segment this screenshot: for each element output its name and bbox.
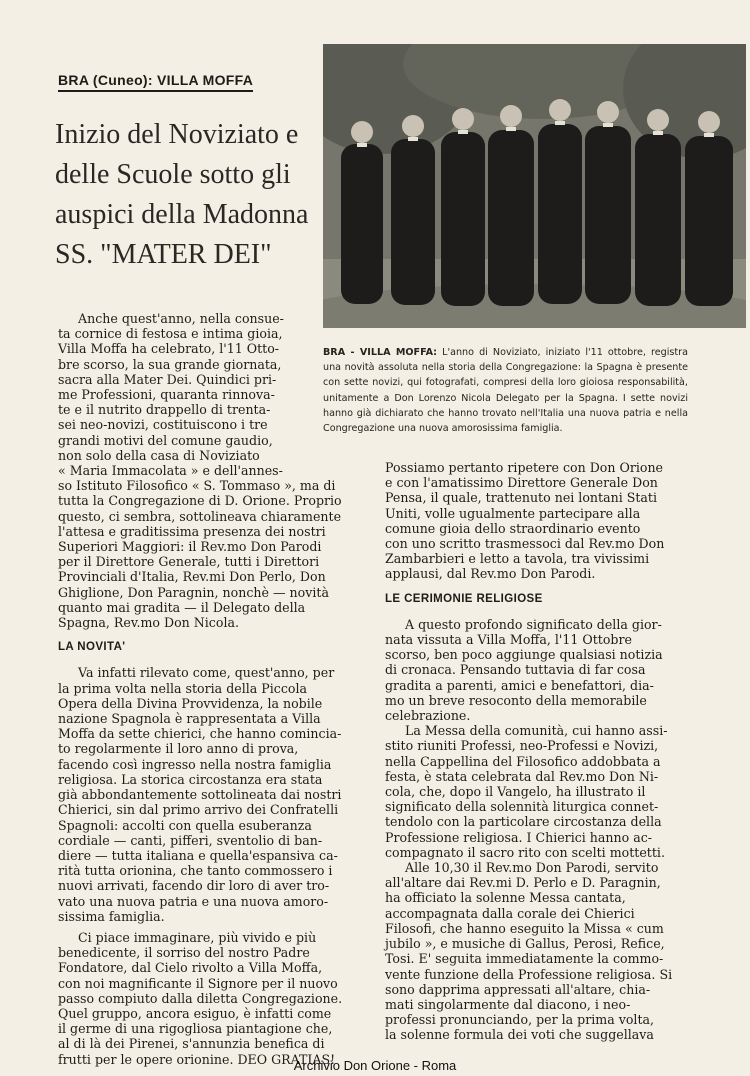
text-line: sono dapprima appressati all'altare, chia- <box>385 981 651 997</box>
text-line: jubilo », e musiche di Gallus, Perosi, Refice, <box>385 936 665 952</box>
text-line: la solenne formula dei voti che suggellava <box>385 1027 654 1043</box>
text-line: Alle 10,30 il Rev.mo Don Parodi, servito <box>405 860 659 876</box>
text-line: al di là dei Pirenei, s'annunzia benefica di <box>58 1036 325 1052</box>
text-line: bre scorso, la sua grande giornata, <box>58 356 282 372</box>
paragraph <box>385 460 715 582</box>
text-line: non solo della casa di Noviziato <box>58 447 260 463</box>
text-line: nazione Spagnola è rappresentata a Villa <box>58 711 321 727</box>
text-line: all'altare dai Rev.mi D. Perlo e D. Paragnin, <box>385 875 661 891</box>
headline-line: delle Scuole sotto gli <box>55 159 291 190</box>
text-line: di cronaca. Pensando tuttavia di far cosa <box>385 662 646 678</box>
archive-footer: Archivio Don Orione - Roma <box>293 1058 457 1073</box>
text-line: A questo profondo significato della gior- <box>405 616 662 632</box>
text-line: ta cornice di festosa e intima gioia, <box>58 326 283 342</box>
text-line: Ci piace immaginare, più vivido e più <box>78 929 317 945</box>
headline-line: Inizio del Noviziato e <box>55 119 299 150</box>
paragraph <box>385 617 715 723</box>
text-line: Provinciali d'Italia, Rev.mi Don Perlo, Don <box>58 569 326 585</box>
text-line: già abbondantemente sottolineata dai nostri <box>58 787 342 803</box>
text-line: me Professioni, quaranta rinnova- <box>58 387 275 403</box>
headline-line: SS. "MATER DEI" <box>55 239 272 270</box>
text-line: con uno scritto trasmessoci dal Rev.mo Don <box>385 536 665 552</box>
text-line: il germe di una rigogliosa piantagione che, <box>58 1021 333 1037</box>
text-line: ha officiato la solenne Messa cantata, <box>385 890 626 906</box>
text-line: grandi motivi del comune gaudio, <box>58 432 273 448</box>
text-line: La Messa della comunità, cui hanno assi- <box>405 723 668 739</box>
paragraph <box>58 665 366 923</box>
caption-lead: BRA - VILLA MOFFA: <box>323 347 438 358</box>
text-line: mati singolarmente dal diacono, i neo- <box>385 996 631 1012</box>
text-line: Spagnoli: accolti con quella esuberanza <box>58 817 312 833</box>
text-line: sissima famiglia. <box>58 908 165 924</box>
headline-line: auspici della Madonna <box>55 199 309 230</box>
photo-illustration <box>323 44 746 328</box>
text-line: Ghiglione, Don Paragnin, nonchè — novità <box>58 584 329 600</box>
photo-caption <box>323 345 688 436</box>
text-line: Anche quest'anno, nella consue- <box>78 311 284 326</box>
location-kicker: BRA (Cuneo): VILLA MOFFA <box>58 72 253 92</box>
text-line: nata vissuta a Villa Moffa, l'11 Ottobre <box>385 632 632 648</box>
paragraph <box>58 311 366 630</box>
text-line: te e il nutrito drappello di trenta- <box>58 402 271 418</box>
text-line: sei neo-novizi, costituiscono i tre <box>58 417 268 433</box>
text-line: stito riuniti Professi, neo-Professi e Novizi, <box>385 738 659 754</box>
paragraph <box>58 930 366 1067</box>
text-line: rità tutta orionina, che tanto commossero i <box>58 863 333 879</box>
text-line: Quel gruppo, ancora esiguo, è infatti come <box>58 1005 332 1021</box>
text-line: compagnato il sacro rito con scelti mottetti. <box>385 844 665 860</box>
text-line: religiosa. La storica circostanza era stata <box>58 771 323 787</box>
text-line: vato una nuova patria e una nuova amoro- <box>58 893 329 909</box>
text-line: so Istituto Filosofico « S. Tommaso », ma di <box>58 478 336 494</box>
text-line: significato della solennità liturgica connet- <box>385 799 659 815</box>
text-line: « Maria Immacolata » e dell'annes- <box>58 463 283 479</box>
text-line: gradita a parenti, amici e benefattori, dia- <box>385 677 654 693</box>
text-line: e con l'amatissimo Direttore Generale Don <box>385 475 658 491</box>
text-line: Possiamo pertanto ripetere con Don Orione <box>385 460 664 475</box>
column-right <box>385 460 715 1043</box>
text-line: Filosofi, che hanno eseguito la Missa « cum <box>385 920 664 936</box>
text-line: frutti per le opere orionine. DEO GRATIAS! <box>58 1051 336 1067</box>
text-line: Pensa, il quale, trattenuto nei lontani Stati <box>385 490 658 506</box>
text-line: celebrazione. <box>385 708 471 724</box>
text-line: passo compiuto dalla diletta Congregazione. <box>58 990 343 1006</box>
text-line: Opera della Divina Provvidenza, la nobile <box>58 695 323 711</box>
text-line: Zambarbieri e letto a tavola, tra vivissimi <box>385 551 650 567</box>
text-line: tendolo con la particolare circostanza della <box>385 814 662 830</box>
text-line: Uniti, volle ugualmente partecipare alla <box>385 505 641 521</box>
column-left <box>58 311 366 1067</box>
text-line: facendo così ingresso nella nostra famiglia <box>58 756 332 772</box>
text-line: Chierici, sin dal primo arrivo dei Confratelli <box>58 802 339 818</box>
text-line: to regolarmente il loro anno di prova, <box>58 741 299 757</box>
text-line: cola, che, dopo il Vangelo, ha illustrato il <box>385 784 646 800</box>
text-line: applausi, dal Rev.mo Don Parodi. <box>385 566 596 582</box>
section-heading: LA NOVITA' <box>58 641 126 654</box>
text-line: Fondatore, dal Cielo rivolto a Villa Moffa, <box>58 960 323 976</box>
novices-group-photo <box>323 44 746 328</box>
text-line: mo un breve resoconto della memorabile <box>385 692 647 708</box>
text-line: Moffa da sette chierici, che hanno comincia- <box>58 726 342 742</box>
text-line: tutta la Congregazione di D. Orione. Proprio <box>58 493 342 509</box>
section-heading: LE CERIMONIE RELIGIOSE <box>385 592 543 605</box>
text-line: scorso, ben poco aggiunge qualsiasi notizia <box>385 647 663 663</box>
text-line: nella Cappellina del Filosofico addobbata a <box>385 753 661 769</box>
text-line: Professione religiosa. I Chierici hanno ac- <box>385 829 653 845</box>
text-line: Superiori Maggiori: il Rev.mo Don Parodi <box>58 539 322 555</box>
text-line: comune gioia dello straordinario evento <box>385 520 641 536</box>
text-line: Villa Moffa ha celebrato, l'11 Otto- <box>58 341 280 357</box>
text-line: questo, ci sembra, sottolineava chiaramente <box>58 508 342 524</box>
paragraph <box>385 723 715 860</box>
text-line: con noi magnificante il Signore per il nuovo <box>58 975 338 991</box>
text-line: festa, è stata celebrata dal Rev.mo Don Ni- <box>385 768 659 784</box>
text-line: vente funzione della Professione religiosa. Si <box>385 966 673 982</box>
text-line: Va infatti rilevato come, quest'anno, per <box>78 665 335 681</box>
text-line: la prima volta nella storia della Piccola <box>58 680 308 696</box>
text-line: Spagna, Rev.mo Don Nicola. <box>58 615 239 631</box>
text-line: professi pronunciando, per la prima volta, <box>385 1012 655 1028</box>
article-headline <box>55 115 317 275</box>
text-line: Tosi. E' seguita immediatamente la commo- <box>385 951 664 967</box>
text-line: l'attesa e graditissima presenza dei nostri <box>58 523 326 539</box>
paragraph <box>385 860 715 1042</box>
text-line: benedicente, il sorriso del nostro Padre <box>58 945 310 961</box>
text-line: diere — tutta italiana e quella'espansiva ca- <box>58 847 338 863</box>
text-line: cordiale — canti, pifferi, sventolio di ban- <box>58 832 323 848</box>
text-line: accompagnata dalla corale dei Chierici <box>385 905 635 921</box>
text-line: per il Direttore Generale, tutti i Direttori <box>58 554 320 570</box>
caption-text: L'anno di Noviziato, iniziato l'11 ottobre, registra una novità assoluta nella storia della Congregazione: la Spagna è presente con sette novizi, qui fotografati, compresi della loro gioiosa responsabilità, unitamente a Don Lorenzo Nicola Delegato per la Spagna. I sette novizi hanno già dichiarato che hanno trovato nell'Italia una nuova patria e nella Congregazione una nuova amorosissima famiglia. <box>323 347 689 435</box>
text-line: nuovi arrivati, facendo dir loro di aver tro- <box>58 878 330 894</box>
text-line: sacra alla Mater Dei. Quindici pri- <box>58 371 277 387</box>
text-line: quanto mai gradita — il Delegato della <box>58 599 306 615</box>
